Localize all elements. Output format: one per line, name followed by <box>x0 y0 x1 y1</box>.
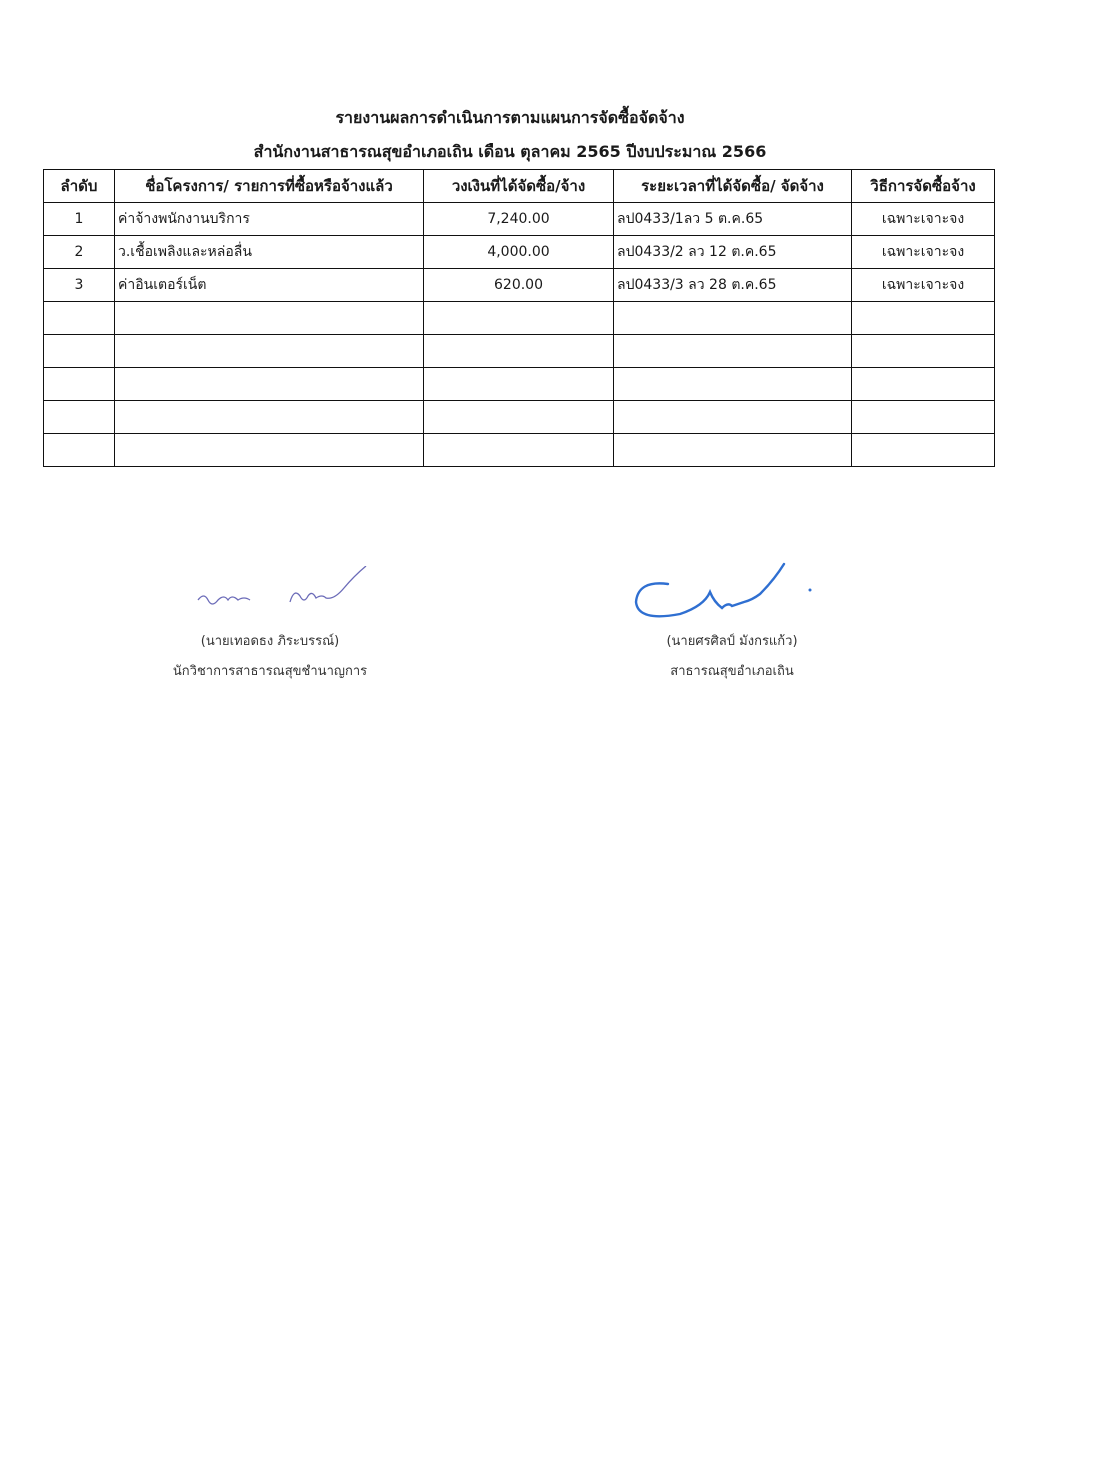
column-header-date: ระยะเวลาที่ได้จัดซื้อ/ จัดจ้าง <box>614 170 852 203</box>
left-signer-position: นักวิชาการสาธารณสุขชำนาญการ <box>172 664 368 679</box>
cell-method: เฉพาะเจาะจง <box>852 236 995 269</box>
cell-method <box>852 368 995 401</box>
table-row <box>44 269 995 302</box>
cell-date <box>614 302 852 335</box>
cell-name <box>115 368 424 401</box>
cell-method: เฉพาะเจาะจง <box>852 203 995 236</box>
cell-no <box>44 302 115 335</box>
table-row <box>44 203 995 236</box>
table-header-row <box>44 170 995 203</box>
column-header-name: ชื่อโครงการ/ รายการที่ซื้อหรือจ้างแล้ว <box>115 170 424 203</box>
cell-date <box>614 401 852 434</box>
table-row <box>44 401 995 434</box>
cell-no <box>44 434 115 467</box>
right-signer-position: สาธารณสุขอำเภอเถิน <box>670 664 794 679</box>
column-header-amount: วงเงินที่ได้จัดซื้อ/จ้าง <box>424 170 614 203</box>
cell-name <box>115 401 424 434</box>
cell-date <box>614 434 852 467</box>
table-row <box>44 335 995 368</box>
procurement-table <box>43 169 995 467</box>
cell-date: ลป0433/2 ลว 12 ต.ค.65 <box>614 236 852 269</box>
cell-no <box>44 368 115 401</box>
cell-name: ค่าจ้างพนักงานบริการ <box>115 203 424 236</box>
cell-amount <box>424 434 614 467</box>
cell-date <box>614 335 852 368</box>
cell-no <box>44 401 115 434</box>
right-signature-image <box>628 560 828 630</box>
cell-no: 3 <box>44 269 115 302</box>
cell-method <box>852 335 995 368</box>
cell-amount <box>424 368 614 401</box>
cell-amount: 7,240.00 <box>424 203 614 236</box>
report-title: รายงานผลการดำเนินการตามแผนการจัดซื้อจัดจ้าง <box>335 108 685 127</box>
cell-method <box>852 302 995 335</box>
right-signature-block <box>582 631 882 683</box>
cell-method <box>852 434 995 467</box>
table-row <box>44 368 995 401</box>
cell-no <box>44 335 115 368</box>
column-header-method: วิธีการจัดซื้อจ้าง <box>852 170 995 203</box>
left-signer-name: (นายเทอดธง ภิระบรรณ์) <box>200 634 340 649</box>
cell-name <box>115 302 424 335</box>
cell-no: 1 <box>44 203 115 236</box>
cell-date: ลป0433/1ลว 5 ต.ค.65 <box>614 203 852 236</box>
cell-amount <box>424 401 614 434</box>
column-header-no: ลำดับ <box>44 170 115 203</box>
cell-date: ลป0433/3 ลว 28 ต.ค.65 <box>614 269 852 302</box>
report-subtitle: สำนักงานสาธารณสุขอำเภอเถิน เดือน ตุลาคม 2565 ปีงบประมาณ 2566 <box>253 142 767 161</box>
cell-method: เฉพาะเจาะจง <box>852 269 995 302</box>
cell-name <box>115 434 424 467</box>
table-row <box>44 434 995 467</box>
cell-method <box>852 401 995 434</box>
table-row <box>44 236 995 269</box>
cell-amount: 620.00 <box>424 269 614 302</box>
cell-name: ว.เชื้อเพลิงและหล่อลื่น <box>115 236 424 269</box>
cell-no: 2 <box>44 236 115 269</box>
right-signer-name: (นายศรศิลป์ มังกรแก้ว) <box>666 634 798 649</box>
left-signature-block <box>120 631 420 683</box>
cell-amount <box>424 335 614 368</box>
cell-amount: 4,000.00 <box>424 236 614 269</box>
left-signature-image <box>190 566 390 616</box>
table-row <box>44 302 995 335</box>
cell-date <box>614 368 852 401</box>
cell-amount <box>424 302 614 335</box>
cell-name <box>115 335 424 368</box>
cell-name: ค่าอินเตอร์เน็ต <box>115 269 424 302</box>
